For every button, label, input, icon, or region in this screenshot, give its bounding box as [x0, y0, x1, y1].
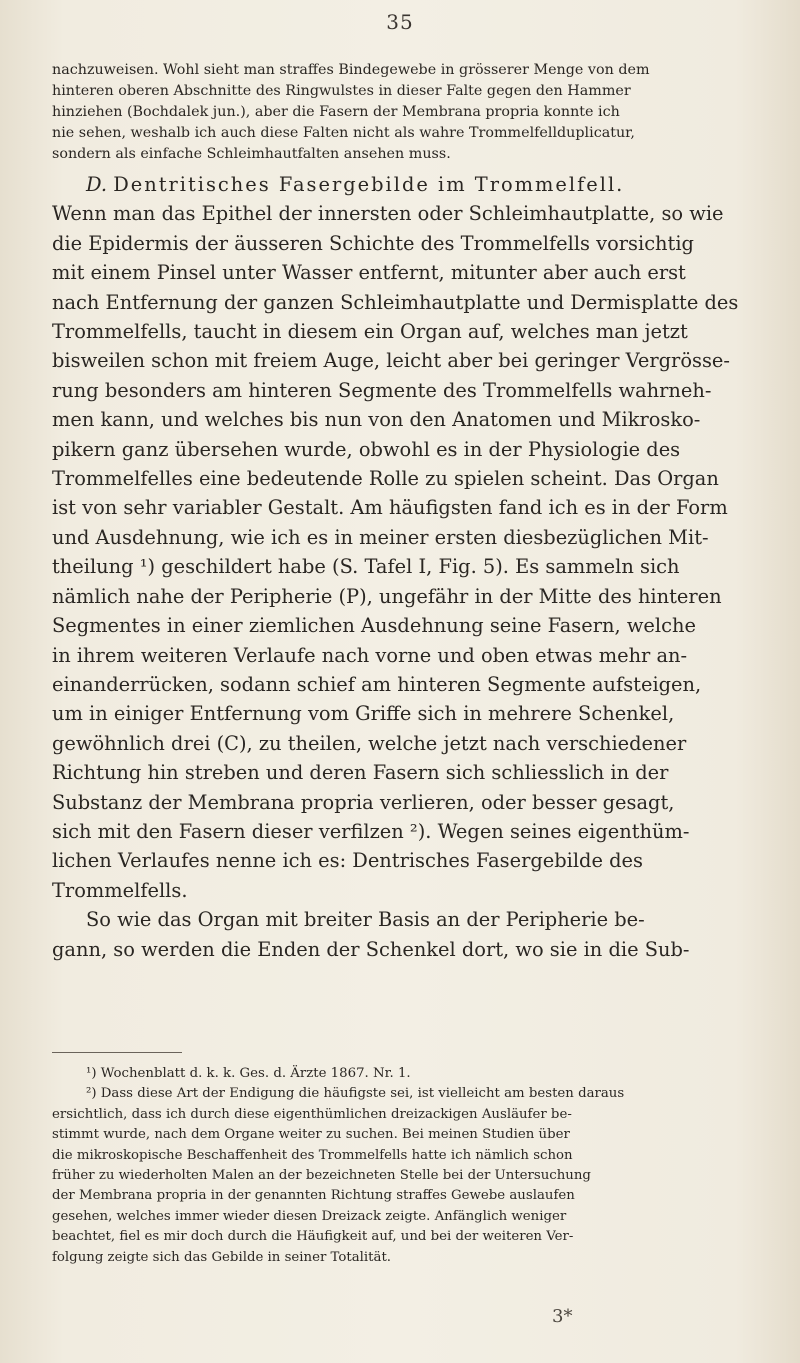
- body-line: Trommelfells.: [52, 878, 188, 902]
- footnote-2-line: ²) Dass diese Art der Endigung die häufigste sei, ist vielleicht am besten daraus: [86, 1086, 625, 1102]
- body-line: in ihrem weiteren Verlaufe nach vorne und oben etwas mehr an-: [52, 643, 688, 667]
- footnote-2-line: stimmt wurde, nach dem Organe weiter zu suchen. Bei meinen Studien über: [52, 1127, 570, 1143]
- body-line: die Epidermis der äusseren Schichte des Trommelfells vorsichtig: [52, 231, 694, 255]
- body-line: theilung ¹) geschildert habe (S. Tafel I, Fig. 5). Es sammeln sich: [52, 555, 680, 579]
- intro-line: sondern als einfache Schleimhautfalten ansehen muss.: [52, 146, 451, 162]
- body-line: nämlich nahe der Peripherie (P), ungefähr in der Mitte des hinteren: [52, 584, 722, 608]
- body-line: Trommelfells, taucht in diesem ein Organ auf, welches man jetzt: [52, 320, 688, 344]
- body-line: Substanz der Membrana propria verlieren, oder besser gesagt,: [52, 790, 675, 814]
- body-line: Wenn man das Epithel der innersten oder Schleimhautplatte, so wie: [52, 202, 724, 226]
- intro-paragraph: [52, 60, 752, 165]
- footnotes: [52, 1064, 752, 1268]
- intro-line: hinteren oberen Abschnitte des Ringwulstes in dieser Falte gegen den Hammer: [52, 83, 631, 99]
- body-line: einanderrücken, sodann schief am hinteren Segmente aufsteigen,: [52, 672, 702, 696]
- body-line: sich mit den Fasern dieser verfilzen ²). Wegen seines eigenthüm-: [52, 819, 690, 843]
- body-line: mit einem Pinsel unter Wasser entfernt, mitunter aber auch erst: [52, 261, 686, 285]
- body-line: rung besonders am hinteren Segmente des Trommelfells wahrneh-: [52, 378, 712, 402]
- body-line: gewöhnlich drei (C), zu theilen, welche jetzt nach verschiedener: [52, 731, 687, 755]
- section-d: [52, 170, 752, 964]
- page-number: 35: [386, 10, 414, 34]
- footnote-2-line: die mikroskopische Beschaffenheit des Trommelfells hatte ich nämlich schon: [52, 1147, 573, 1163]
- body-line: ist von sehr variabler Gestalt. Am häufigsten fand ich es in der Form: [52, 496, 728, 520]
- footnote-2-line: folgung zeigte sich das Gebilde in seiner Totalität.: [52, 1249, 392, 1265]
- body-line: pikern ganz übersehen wurde, obwohl es in der Physiologie des: [52, 437, 681, 461]
- body-line: bisweilen schon mit freiem Auge, leicht aber bei geringer Vergrösse-: [52, 349, 730, 373]
- body-line: So wie das Organ mit breiter Basis an der Peripherie be-: [86, 908, 645, 932]
- footnote-2-line: gesehen, welches immer wieder diesen Dreizack zeigte. Anfänglich weniger: [52, 1208, 567, 1224]
- signature-mark: 3*: [552, 1306, 573, 1327]
- body-line: Trommelfelles eine bedeutende Rolle zu spielen scheint. Das Organ: [52, 467, 719, 491]
- body-line: Segmentes in einer ziemlichen Ausdehnung seine Fasern, welche: [52, 614, 696, 638]
- footnote-2-line: der Membrana propria in der genannten Richtung straffes Gewebe auslaufen: [52, 1188, 575, 1204]
- footnote-divider: [52, 1052, 182, 1053]
- footnote-2-line: beachtet, fiel es mir doch durch die Häufigkeit auf, und bei der weiteren Ver-: [52, 1229, 574, 1245]
- footnote-1: ¹) Wochenblatt d. k. k. Ges. d. Ärzte 1867. Nr. 1.: [86, 1066, 411, 1081]
- section-letter: D.: [86, 173, 108, 196]
- body-line: um in einiger Entfernung vom Griffe sich in mehrere Schenkel,: [52, 702, 675, 726]
- section-title: Dentritisches Fasergebilde im Trommelfell.: [113, 173, 625, 196]
- footnote-2-line: früher zu wiederholten Malen an der bezeichneten Stelle bei der Untersuchung: [52, 1168, 591, 1184]
- body-line: men kann, und welches bis nun von den Anatomen und Mikrosko-: [52, 408, 701, 432]
- section-heading: [52, 170, 752, 199]
- intro-line: hinziehen (Bochdalek jun.), aber die Fasern der Membrana propria konnte ich: [52, 104, 620, 120]
- body-line: und Ausdehnung, wie ich es in meiner ersten diesbezüglichen Mit-: [52, 525, 709, 549]
- body-line: Richtung hin streben und deren Fasern sich schliesslich in der: [52, 761, 669, 785]
- body-line: gann, so werden die Enden der Schenkel dort, wo sie in die Sub-: [52, 937, 690, 961]
- footnote-2-line: ersichtlich, dass ich durch diese eigenthümlichen dreizackigen Ausläufer be-: [52, 1106, 572, 1122]
- intro-line: nie sehen, weshalb ich auch diese Falten nicht als wahre Trommelfellduplicatur,: [52, 125, 635, 141]
- body-line: nach Entfernung der ganzen Schleimhautplatte und Dermisplatte des: [52, 290, 739, 314]
- intro-line: nachzuweisen. Wohl sieht man straffes Bindegewebe in grösserer Menge von dem: [52, 62, 650, 78]
- body-line: lichen Verlaufes nenne ich es: Dentrisches Fasergebilde des: [52, 849, 643, 873]
